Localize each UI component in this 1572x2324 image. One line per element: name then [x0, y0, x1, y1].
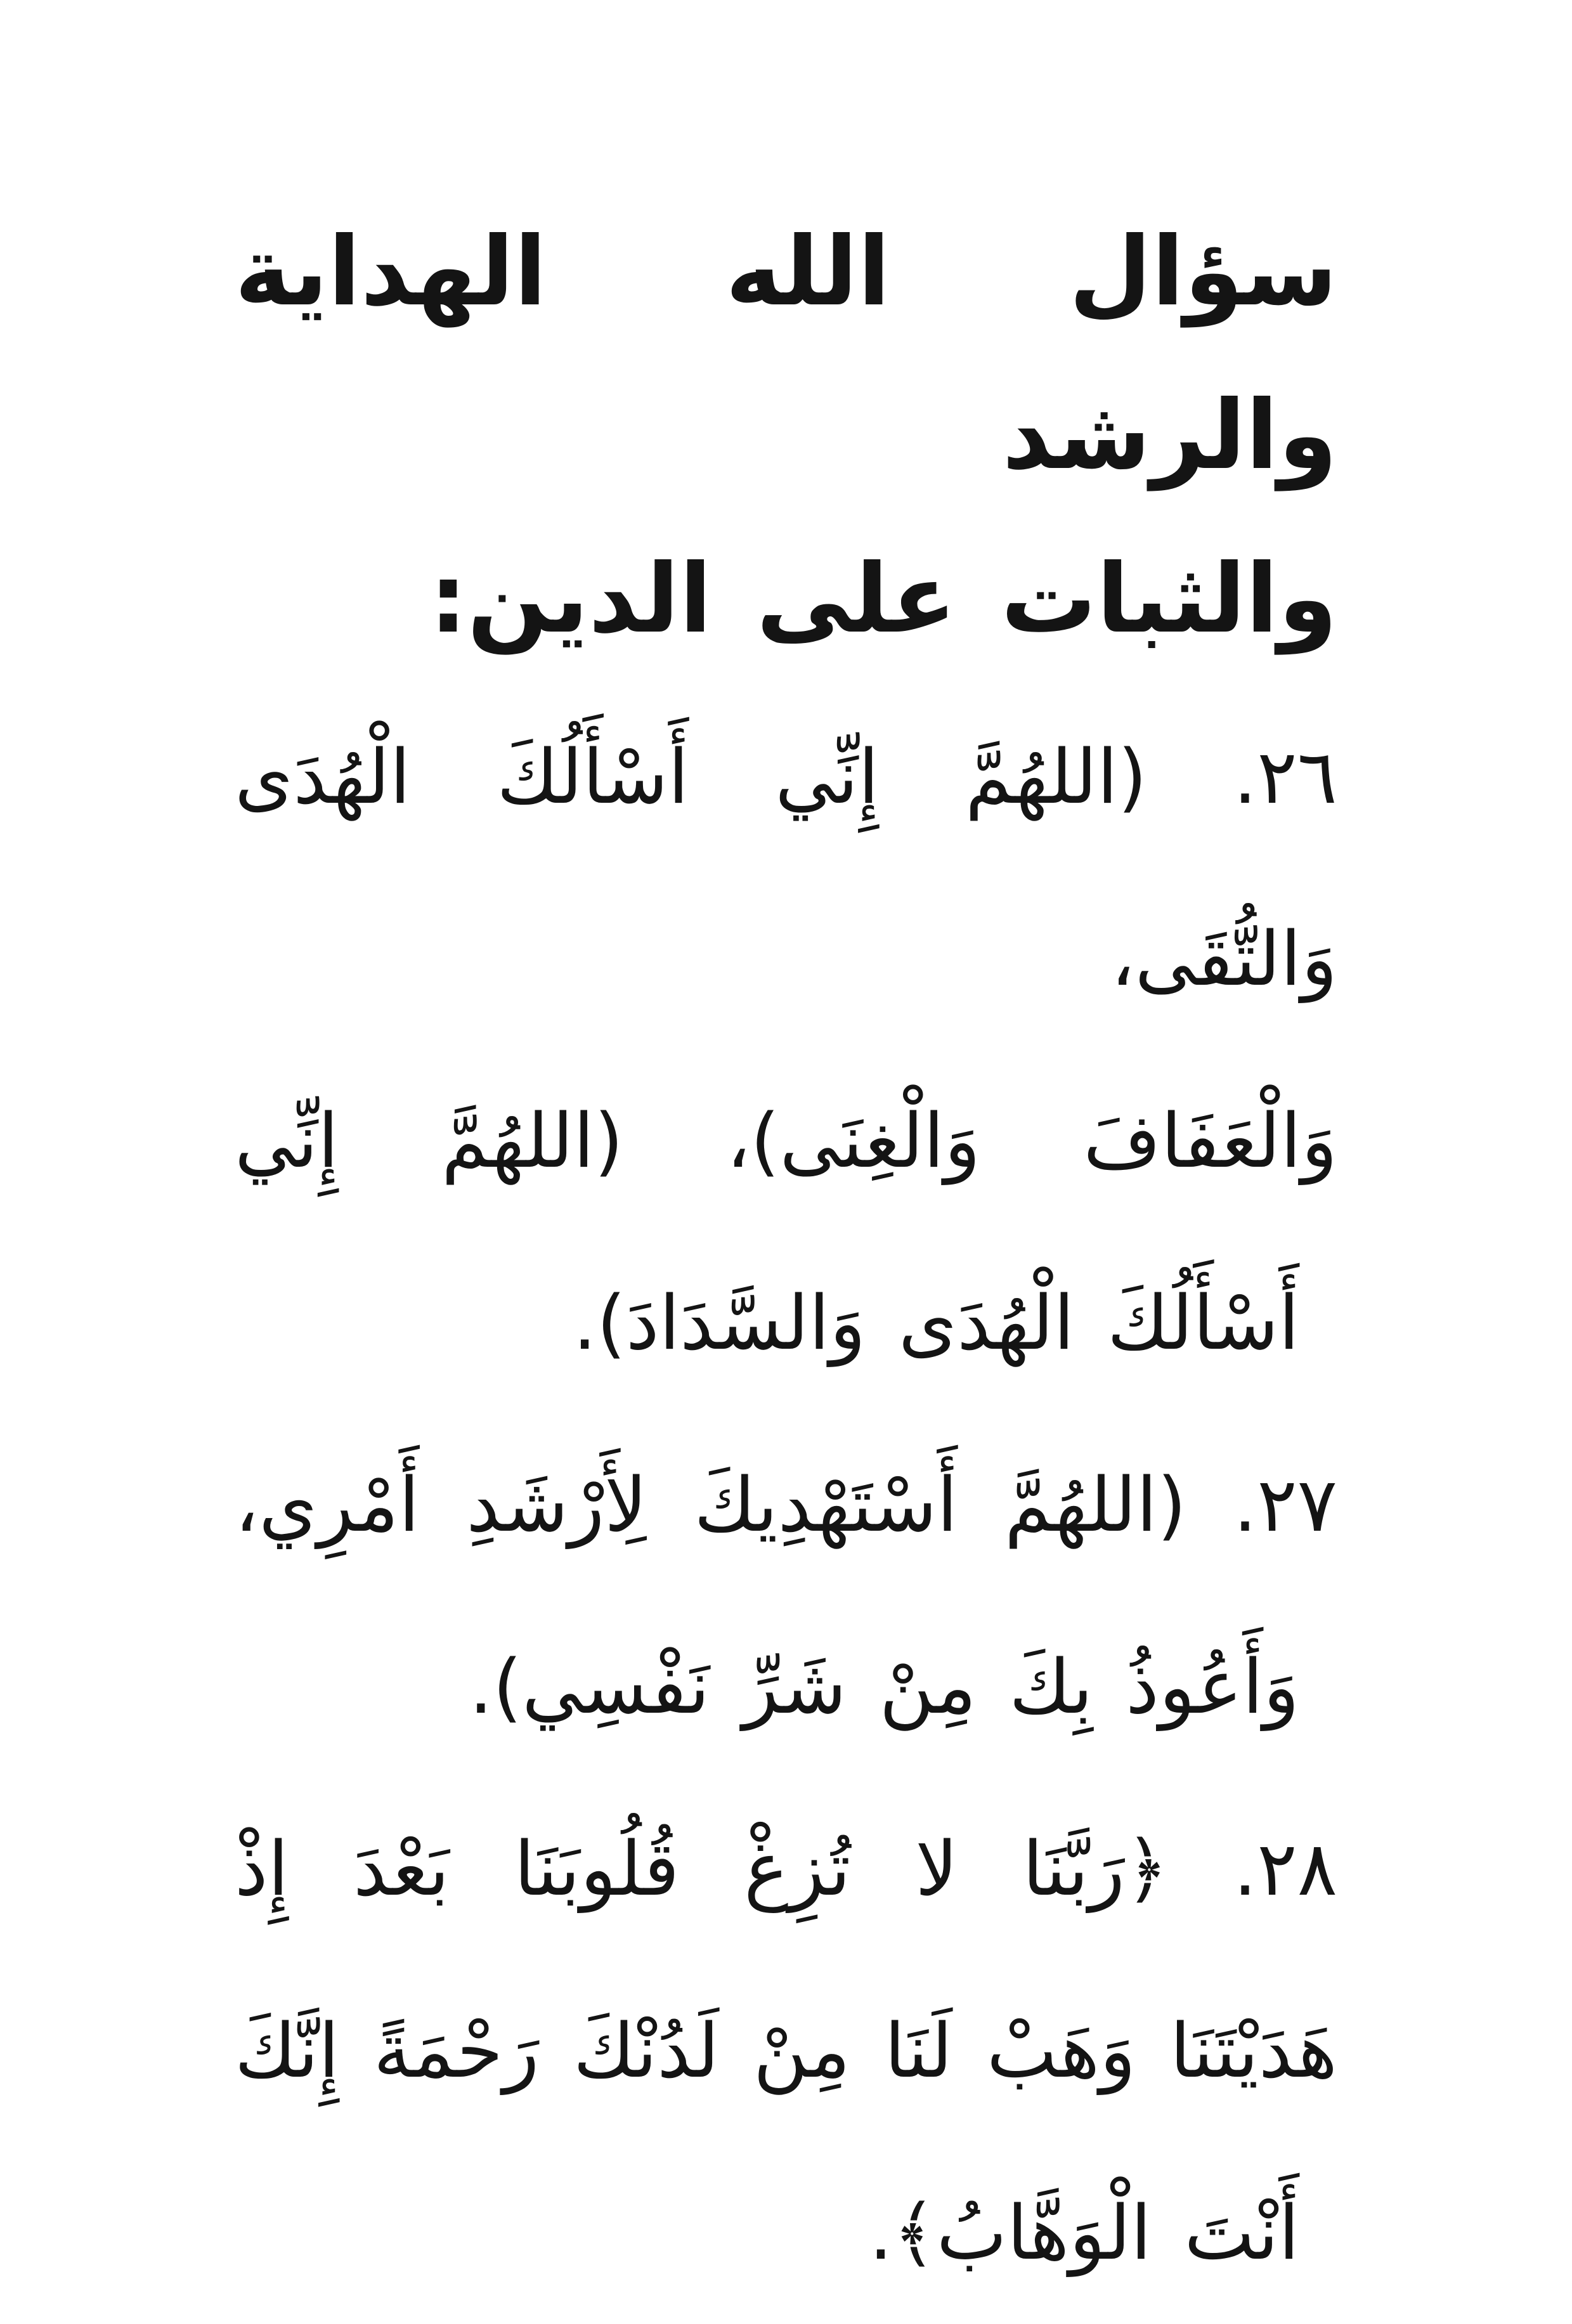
dua-entry-26 — [235, 686, 1337, 1414]
dua-27-line-1: ٢٧. (اللهُمَّ أَسْتَهْدِيكَ لِأَرْشَدِ أَمْرِي، — [235, 1461, 1337, 1548]
dua-entry-28-quran-verse — [235, 1778, 1337, 2324]
section-title-line-1: سؤال الله الهداية والرشد — [235, 217, 1337, 491]
dua-27-line-2: وَأَعُوذُ بِكَ مِنْ شَرِّ نَفْسِي). — [469, 1643, 1299, 1730]
dua-26-line-1: ٢٦. (اللهُمَّ إِنِّي أَسْأَلُكَ الْهُدَى وَالتُّقَى، — [235, 733, 1337, 1003]
dua-28-line-2: هَدَيْتَنَا وَهَبْ لَنَا مِنْ لَدُنْكَ رَحْمَةً إِنَّكَ — [235, 2007, 1337, 2094]
dua-entry-27 — [235, 1414, 1337, 1778]
dua-28-line-3: أَنْتَ الْوَهَّابُ﴾. — [869, 2189, 1299, 2276]
section-title-line-2: والثبات على الدين: — [429, 544, 1337, 654]
dua-26-line-2: وَالْعَفَافَ وَالْغِنَى)، (اللهُمَّ إِنِّي — [235, 1097, 1337, 1185]
section-title — [235, 190, 1337, 681]
dua-26-line-3: أَسْأَلُكَ الْهُدَى وَالسَّدَادَ). — [573, 1279, 1299, 1366]
dua-28-line-1: ٢٨. ﴿رَبَّنَا لا تُزِغْ قُلُوبَنَا بَعْدَ إِذْ — [235, 1825, 1337, 1912]
